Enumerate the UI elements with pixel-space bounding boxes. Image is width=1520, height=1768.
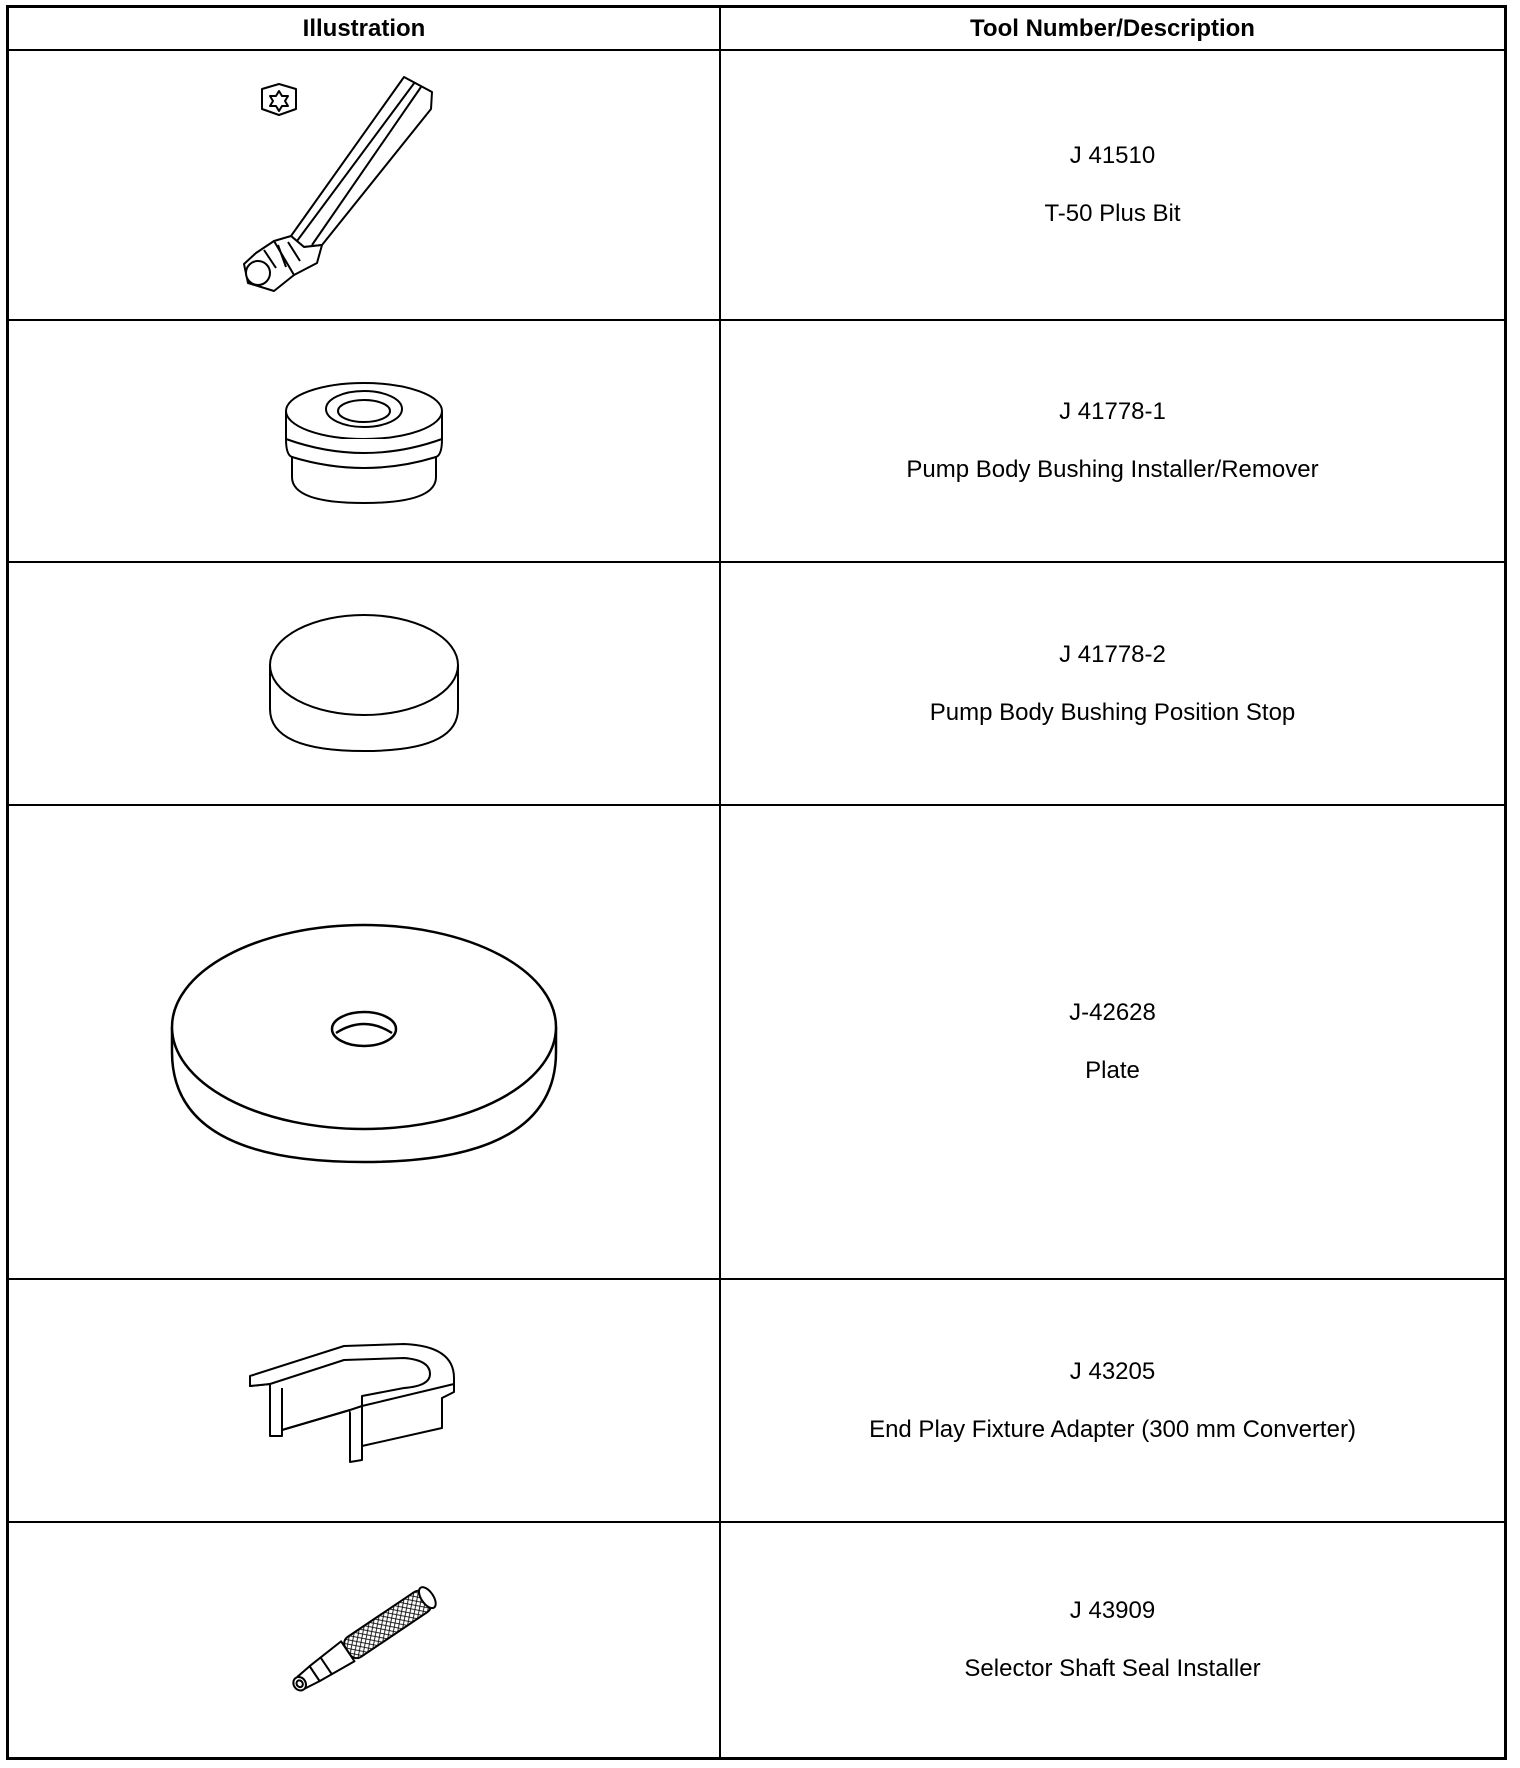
tool-description-cell xyxy=(721,321,1504,563)
tool-description: End Play Fixture Adapter (300 mm Converter) xyxy=(869,1415,1356,1443)
tool-number: J 41510 xyxy=(1069,142,1156,169)
header-illustration: Illustration xyxy=(9,8,721,51)
fixture-adapter-icon xyxy=(244,1336,484,1466)
tool-description: Pump Body Bushing Installer/Remover xyxy=(906,456,1319,483)
tool-number: J 43205 xyxy=(1069,1357,1156,1385)
tool-description-cell xyxy=(721,1280,1504,1523)
tool-description-cell xyxy=(721,563,1504,806)
illustration-cell xyxy=(9,806,721,1280)
illustration-cell xyxy=(9,1280,721,1523)
tool-number: J 41778-2 xyxy=(1059,640,1166,668)
illustration-cell xyxy=(9,563,721,806)
illustration-cell xyxy=(9,321,721,563)
tool-number: J 43909 xyxy=(1069,1597,1156,1624)
tool-number: J-42628 xyxy=(1069,999,1156,1026)
tool-description-cell xyxy=(721,806,1504,1280)
tool-description: Pump Body Bushing Position Stop xyxy=(929,698,1296,726)
position-stop-icon xyxy=(264,609,464,759)
plate-icon xyxy=(164,917,564,1167)
tool-description: T-50 Plus Bit xyxy=(1044,200,1181,227)
special-tools-table xyxy=(6,5,1507,1760)
header-tool-number-description: Tool Number/Description xyxy=(721,8,1504,51)
bushing-installer-icon xyxy=(274,371,454,511)
tool-description-cell xyxy=(721,1523,1504,1757)
seal-installer-icon xyxy=(274,1575,454,1705)
illustration-cell xyxy=(9,51,721,321)
illustration-cell xyxy=(9,1523,721,1757)
tool-number: J 41778-1 xyxy=(1059,398,1166,425)
tool-description: Plate xyxy=(1085,1057,1140,1084)
tool-description: Selector Shaft Seal Installer xyxy=(964,1655,1261,1682)
torx-bit-icon xyxy=(234,65,494,305)
tool-description-cell xyxy=(721,51,1504,321)
